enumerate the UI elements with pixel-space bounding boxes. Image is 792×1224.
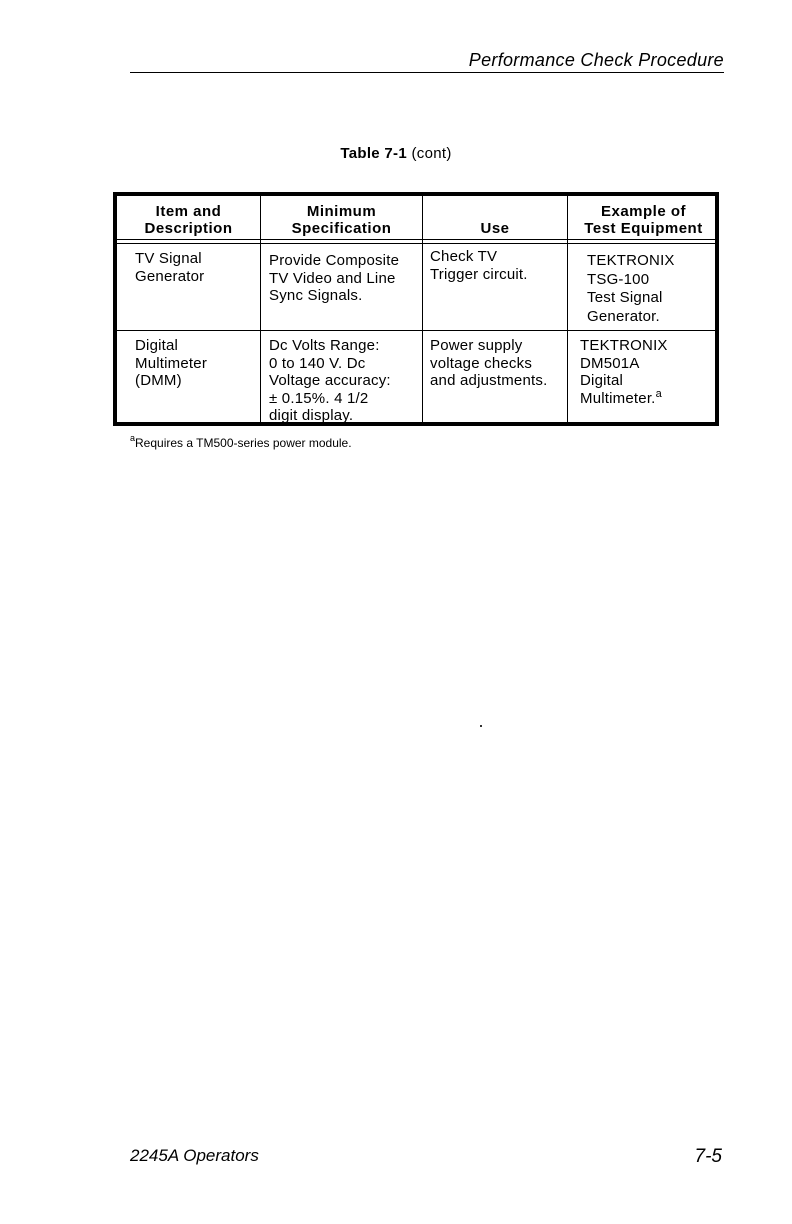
table-cell-item: TV Signal Generator — [135, 250, 205, 285]
footer-page-number: 7-5 — [694, 1146, 722, 1167]
column-header-specification: Minimum Specification — [291, 203, 392, 237]
footnote-text: Requires a TM500-series power module. — [135, 436, 352, 450]
equipment-table — [113, 192, 719, 426]
column-header-item: Item and Description — [144, 203, 233, 237]
row-divider — [117, 330, 715, 331]
table-cell-item: Digital Multimeter (DMM) — [135, 337, 208, 389]
table-cell-use: Power supply voltage checks and adjustments. — [430, 337, 548, 389]
header-rule — [130, 72, 724, 73]
table-cell-example: TEKTRONIX TSG-100 Test Signal Generator. — [587, 252, 675, 325]
header-rule-bottom — [117, 243, 715, 244]
table-caption — [0, 145, 792, 162]
table-caption-suffix: (cont) — [411, 145, 452, 162]
footer-manual-title: 2245A Operators — [130, 1146, 259, 1165]
table-footnote — [130, 433, 352, 450]
scan-speck — [480, 725, 482, 727]
column-header-use: Use — [480, 220, 510, 237]
header-rule-top — [117, 239, 715, 240]
table-cell-example — [580, 337, 668, 407]
table-cell-spec: Provide Composite TV Video and Line Sync Signals. — [269, 252, 400, 304]
table-caption-number: Table 7-1 — [340, 145, 407, 162]
table-cell-example-text: TEKTRONIX DM501A Digital Multimeter. — [580, 337, 668, 407]
table-cell-use: Check TV Trigger circuit. — [430, 248, 528, 283]
footnote-mark: a — [130, 433, 136, 443]
table-cell-spec: Dc Volts Range: 0 to 140 V. Dc Voltage accuracy: ± 0.15%. 4 1/2 digit display. — [269, 337, 391, 424]
footnote-reference: a — [655, 387, 662, 400]
page-header-title: Performance Check Procedure — [468, 50, 724, 70]
column-header-example: Example of Test Equipment — [584, 203, 703, 237]
